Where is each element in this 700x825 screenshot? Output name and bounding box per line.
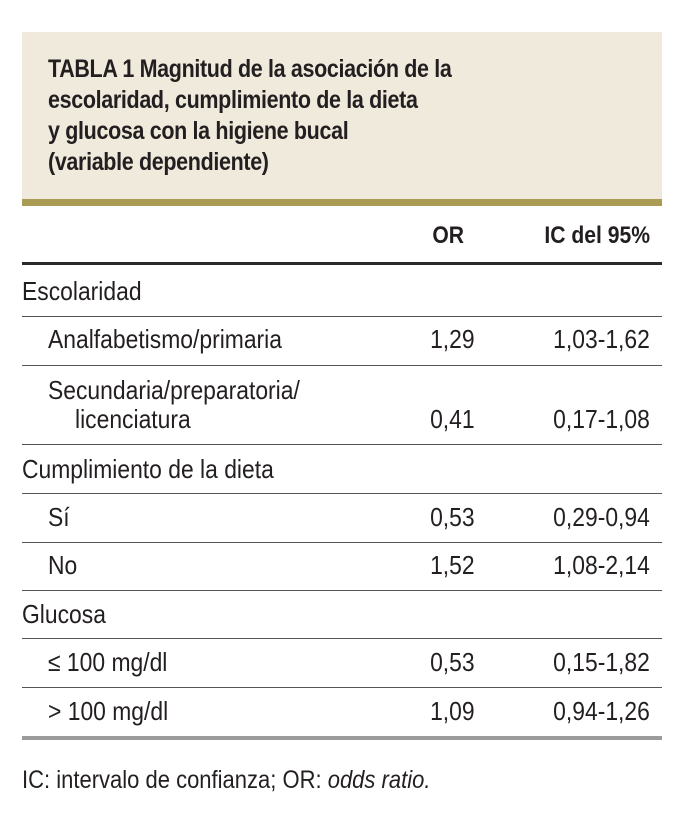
- group-label-escolaridad: Escolaridad: [22, 276, 142, 306]
- footnote-italic: odds ratio.: [327, 766, 431, 794]
- row-divider: [22, 444, 662, 445]
- group-label-dieta: Cumplimiento de la dieta: [22, 454, 274, 484]
- header-divider: [22, 262, 662, 265]
- cell-ic-secundaria: 0,17-1,08: [553, 404, 650, 434]
- row-label-no: No: [48, 550, 78, 580]
- table-title-line: (variable dependiente): [48, 148, 269, 176]
- table-title-line: y glucosa con la higiene bucal: [48, 117, 349, 145]
- cell-ic-glucosa-le100: 0,15-1,82: [553, 647, 650, 677]
- cell-ic-si: 0,29-0,94: [553, 502, 650, 532]
- row-divider: [22, 493, 662, 494]
- table-title-line: escolaridad, cumplimiento de la dieta: [48, 86, 418, 114]
- cell-or-no: 1,52: [430, 550, 475, 580]
- table-footnote: [22, 765, 430, 795]
- row-label-glucosa-gt100: > 100 mg/dl: [48, 696, 169, 726]
- footnote-text: IC: intervalo de confianza; OR:: [22, 766, 328, 794]
- table-title: [48, 54, 650, 178]
- cell-ic-glucosa-gt100: 0,94-1,26: [553, 696, 650, 726]
- row-label-glucosa-le100: ≤ 100 mg/dl: [48, 647, 168, 677]
- row-divider: [22, 365, 662, 366]
- cell-or-analfabetismo: 1,29: [430, 324, 475, 354]
- cell-or-si: 0,53: [430, 502, 475, 532]
- cell-or-glucosa-le100: 0,53: [430, 647, 475, 677]
- cell-ic-analfabetismo: 1,03-1,62: [553, 324, 650, 354]
- column-header-or: OR: [432, 222, 464, 249]
- row-divider: [22, 542, 662, 543]
- row-divider: [22, 316, 662, 317]
- cell-or-secundaria: 0,41: [430, 404, 475, 434]
- row-label-secundaria: Secundaria/preparatoria/: [48, 375, 300, 405]
- column-header-ic: IC del 95%: [544, 222, 650, 249]
- row-divider: [22, 638, 662, 639]
- title-underline: [22, 199, 662, 206]
- group-label-glucosa: Glucosa: [22, 599, 106, 629]
- table-title-box: [22, 32, 662, 199]
- row-divider: [22, 687, 662, 688]
- cell-or-glucosa-gt100: 1,09: [430, 696, 475, 726]
- table-bottom-rule: [22, 736, 662, 740]
- row-divider: [22, 590, 662, 591]
- row-label-analfabetismo: Analfabetismo/primaria: [48, 324, 282, 354]
- table-title-line: TABLA 1 Magnitud de la asociación de la: [48, 55, 452, 83]
- row-label-secundaria-cont: licenciatura: [75, 404, 191, 434]
- row-label-si: Sí: [48, 502, 70, 532]
- cell-ic-no: 1,08-2,14: [553, 550, 650, 580]
